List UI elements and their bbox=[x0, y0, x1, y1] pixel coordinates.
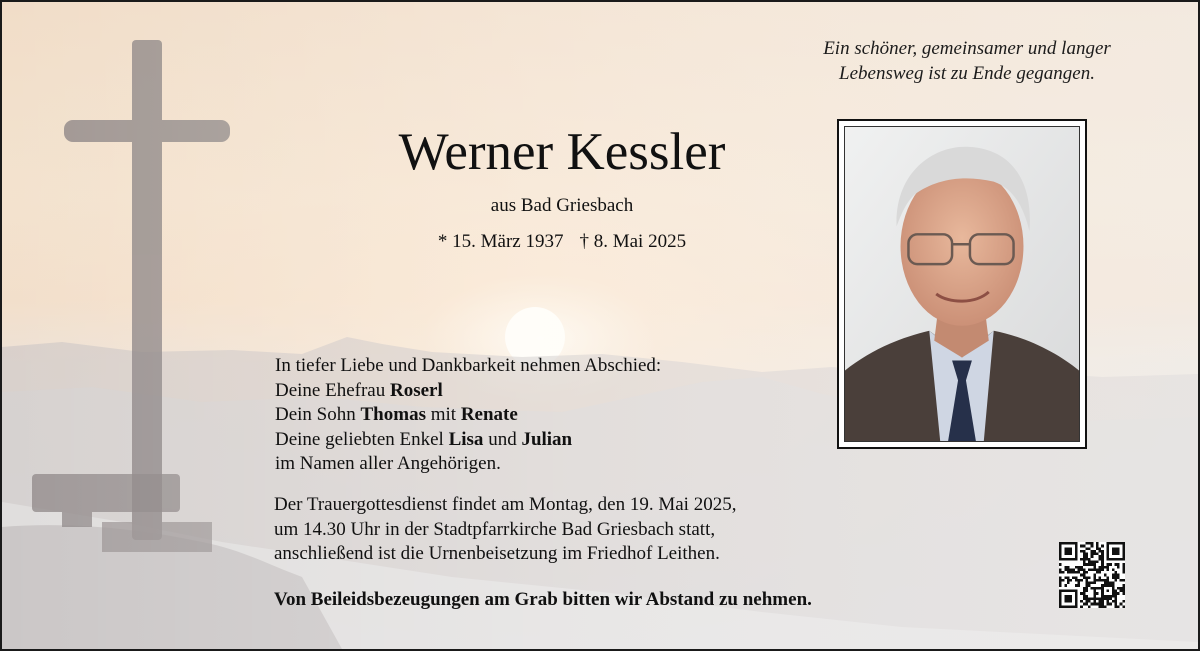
farewell-wife bbox=[275, 379, 795, 404]
service-line: Der Trauergottesdienst findet am Montag, den 19. Mai 2025, bbox=[274, 494, 737, 515]
grandchildren-prefix: Deine geliebten Enkel bbox=[275, 428, 444, 450]
wife-name: Roserl bbox=[390, 379, 443, 401]
grandchildren-joiner: und bbox=[488, 428, 517, 450]
birth-date: * 15. März 1937 bbox=[437, 231, 564, 252]
grandchild-name: Julian bbox=[521, 428, 573, 450]
quote-line: Lebensweg ist zu Ende gegangen. bbox=[839, 63, 1095, 84]
farewell-closing: im Namen aller Angehörigen. bbox=[275, 453, 501, 474]
farewell-intro: In tiefer Liebe und Dankbarkeit nehmen Abschied: bbox=[275, 355, 662, 376]
grandchild-name: Lisa bbox=[448, 428, 484, 450]
portrait-illustration bbox=[845, 127, 1079, 441]
life-dates bbox=[332, 230, 792, 254]
wife-prefix: Deine Ehefrau bbox=[275, 379, 386, 401]
quote-line: Ein schöner, gemeinsamer und langer bbox=[823, 38, 1111, 59]
death-date: † 8. Mai 2025 bbox=[579, 231, 687, 252]
qr-code-graphic bbox=[1059, 542, 1125, 608]
deceased-origin: aus Bad Griesbach bbox=[490, 195, 634, 216]
farewell-grandchildren bbox=[275, 428, 795, 453]
condolence-request: Von Beileidsbezeugungen am Grab bitten wir Abstand zu nehmen. bbox=[274, 589, 812, 610]
portrait-frame bbox=[837, 119, 1087, 449]
son-prefix: Dein Sohn bbox=[275, 404, 356, 425]
service-info bbox=[274, 493, 834, 567]
service-line: anschließend ist die Urnenbeisetzung im Friedhof Leithen. bbox=[274, 543, 720, 564]
portrait-photo bbox=[844, 126, 1080, 442]
service-line: um 14.30 Uhr in der Stadtpfarrkirche Bad Griesbach statt, bbox=[274, 518, 716, 540]
son-name: Thomas bbox=[360, 404, 426, 425]
farewell-section bbox=[275, 354, 795, 477]
farewell-son bbox=[275, 403, 795, 428]
qr-code[interactable] bbox=[1059, 542, 1125, 608]
memorial-quote bbox=[742, 36, 1192, 86]
son-joiner: mit bbox=[430, 404, 457, 425]
deceased-name: Werner Kessler bbox=[398, 123, 726, 181]
son-partner: Renate bbox=[460, 404, 518, 425]
